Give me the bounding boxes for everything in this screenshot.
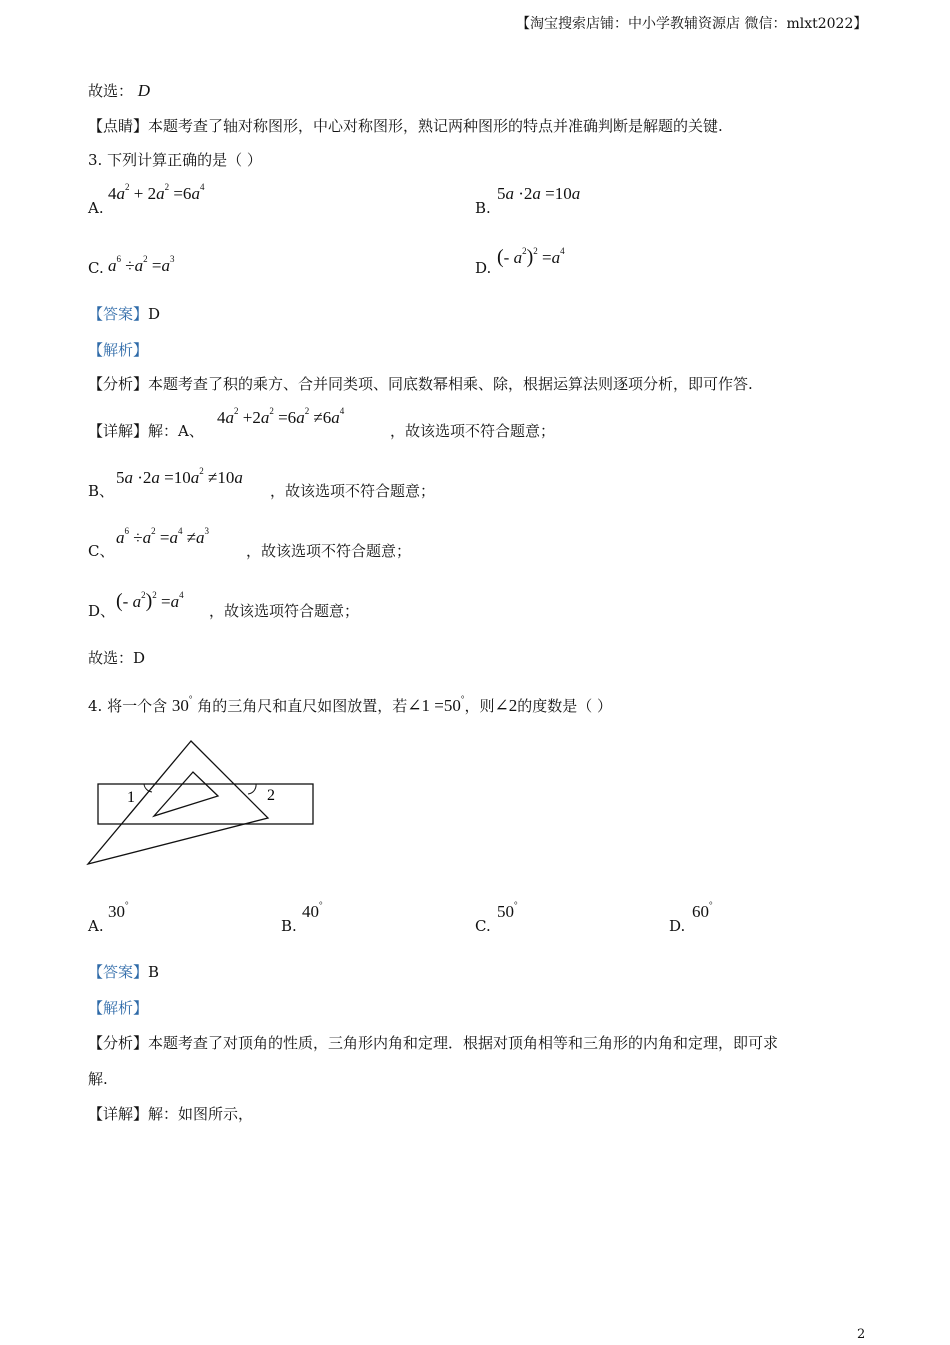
q4-stem-tail: 的度数是（ ） — [517, 697, 613, 715]
q4-option-b-value: 40° — [302, 900, 323, 921]
q3-detail-d-label: D、 — [88, 602, 116, 620]
q3-detail-b-expr: $5a \cdot 2a =10a^2 \ne 10a$ — [116, 466, 243, 487]
q4-analysis-tag: 【解析】 — [88, 999, 149, 1017]
q4-answer-line — [88, 962, 159, 982]
q3-detail-d-tail: ，故该选项符合题意； — [209, 602, 360, 620]
q3-detail-d-expr: (- $a^2)^2 =a^4$ — [116, 590, 184, 612]
q3-option-a-expr: $4a^2 + 2a^2 =6a^4$ — [108, 182, 205, 203]
q4-option-a-label: A. — [88, 917, 104, 935]
q4-detail: 【详解】解：如图所示， — [88, 1105, 254, 1123]
q3-choose: 故选：D — [88, 649, 146, 667]
q4-stem-prefix: 4. 将一个含 — [88, 697, 168, 715]
prev-choose-value: D — [137, 81, 151, 100]
figure-label-2: 2 — [267, 787, 275, 804]
page-number: 2 — [857, 1327, 866, 1342]
q3-detail-a-expr: $4a^2 +2a^2 =6a^2 \ne 6a^4$ — [217, 406, 345, 427]
q4-option-c-value: 50° — [497, 900, 518, 921]
page-header: 【淘宝搜索店铺：中小学教辅资源店 微信：mlxt2022】 — [516, 16, 868, 32]
figure-label-1: 1 — [127, 789, 135, 806]
q3-detail-a-tail: ，故该选项不符合题意； — [390, 422, 556, 440]
triangle-outer — [88, 741, 268, 864]
q3-option-d-label: D. — [475, 259, 492, 277]
q3-answer-line — [88, 304, 160, 324]
prev-choose-label: 故选： — [88, 82, 134, 100]
triangle-inner — [154, 772, 218, 816]
q4-option-a-value: 30° — [108, 900, 129, 921]
q3-analysis-tag: 【解析】 — [88, 341, 149, 359]
q4-stem: 4. 将一个含 30° 角的三角尺和直尺如图放置，若∠1 =50°，则∠2的度数是（ ） — [88, 694, 613, 715]
q3-option-b-expr: 5a ·2a =10a — [497, 184, 581, 203]
q4-option-b-label: B. — [281, 917, 297, 935]
q4-stem-mid: 角的三角尺和直尺如图放置，若 — [197, 697, 408, 715]
prev-choose-line — [88, 81, 150, 101]
q3-detail-a-prefix: 【详解】解：A、 — [88, 422, 204, 440]
q3-answer-value: D — [148, 305, 161, 323]
q3-stem: 3. 下列计算正确的是（ ） — [88, 151, 262, 169]
q4-option-d-label: D. — [669, 917, 686, 935]
q4-fenxi-line1: 【分析】本题考查了对顶角的性质，三角形内角和定理．根据对顶角相等和三角形的内角和定理，即可求 — [88, 1034, 779, 1052]
q3-detail-b-label: B、 — [88, 482, 115, 500]
angle-2-arc — [248, 784, 256, 794]
q4-option-c-label: C. — [475, 917, 491, 935]
q3-option-c-label: C. — [88, 259, 104, 277]
prev-dianjing: 【点睛】本题考查了轴对称图形，中心对称图形，熟记两种图形的特点并准确判断是解题的关键. — [88, 117, 723, 135]
q3-fenxi: 【分析】本题考查了积的乘方、合并同类项、同底数幂相乘、除，根据运算法则逐项分析，即可作答. — [88, 375, 753, 393]
q4-stem-mid2: ，则 — [464, 697, 495, 715]
q3-answer-tag: 【答案】 — [88, 305, 149, 323]
q3-option-b-label: B. — [475, 199, 491, 217]
q3-detail-b-tail: ，故该选项不符合题意； — [270, 482, 436, 500]
q4-figure — [80, 736, 325, 871]
q4-option-d-value: 60° — [692, 900, 713, 921]
q3-option-c-expr: $a^6 \div a^2 =a^3$ — [108, 254, 175, 275]
q3-detail-c-label: C、 — [88, 542, 115, 560]
q4-answer-value: B — [148, 963, 160, 981]
q3-option-d-expr: (- $a^2)^2 =a^4$ — [497, 246, 565, 268]
q3-detail-c-expr: $a^6 \div a^2 =a^4 \ne a^3$ — [116, 526, 210, 547]
q4-answer-tag: 【答案】 — [88, 963, 149, 981]
q3-option-a-label: A. — [88, 199, 104, 217]
q3-detail-c-tail: ，故该选项不符合题意； — [246, 542, 412, 560]
q4-fenxi-line2: 解. — [88, 1070, 108, 1088]
